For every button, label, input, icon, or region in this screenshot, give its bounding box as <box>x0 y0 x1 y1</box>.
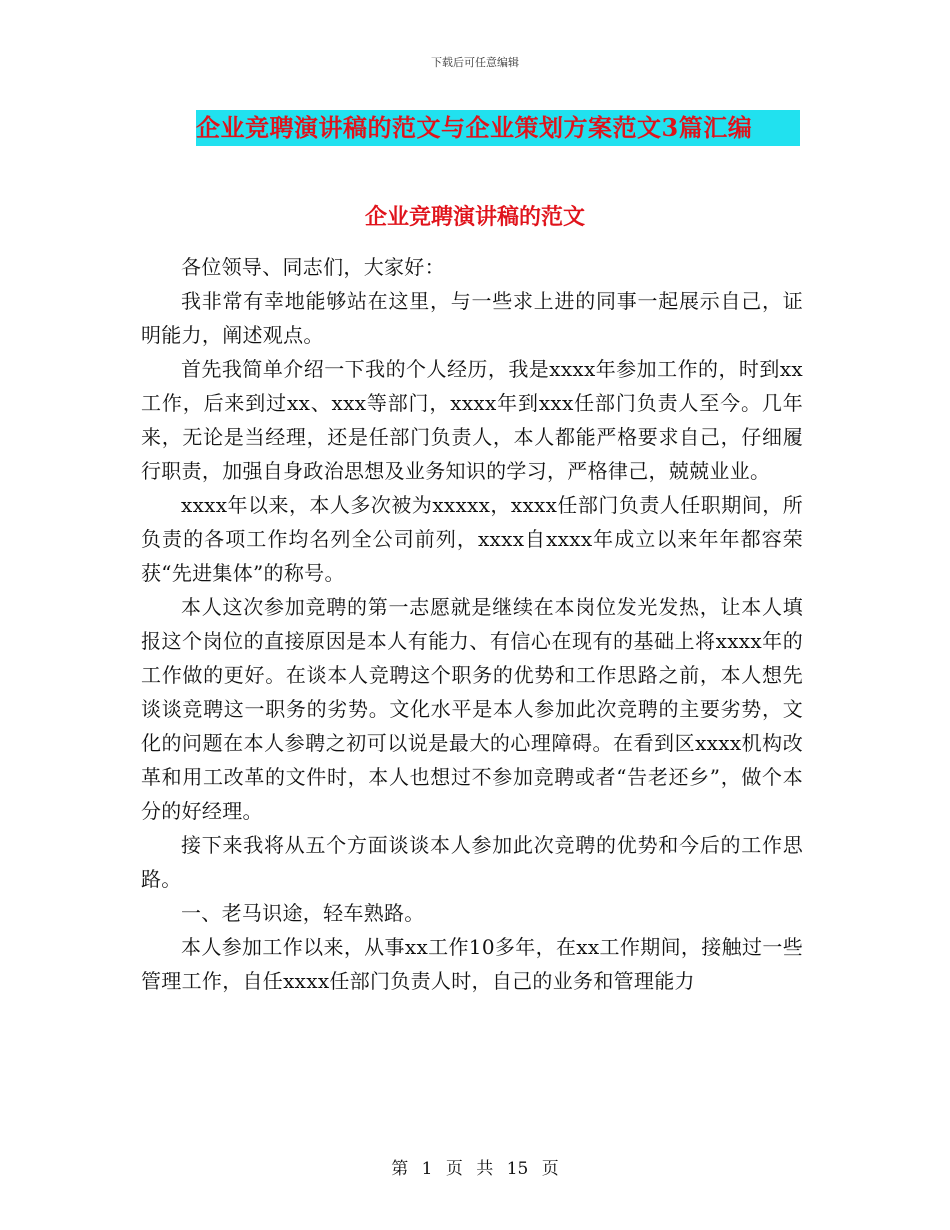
document-body <box>141 250 803 998</box>
document-title: 企业竞聘演讲稿的范文与企业策划方案范文3篇汇编 <box>196 110 800 146</box>
paragraph: 本人这次参加竞聘的第一志愿就是继续在本岗位发光发热，让本人填报这个岗位的直接原因是本人有能力、有信心在现有的基础上将xxxx年的工作做的更好。在谈本人竞聘这个职务的优势和工作思路之前，本人想先谈谈竞聘这一职务的劣势。文化水平是本人参加此次竞聘的主要劣势，文化的问题在本人参聘之初可以说是最大的心理障碍。在看到区xxxx机构改革和用工改革的文件时，本人也想过不参加竞聘或者“告老还乡”，做个本分的好经理。 <box>141 595 803 823</box>
paragraph: 接下来我将从五个方面谈谈本人参加此次竞聘的优势和今后的工作思路。 <box>141 833 803 891</box>
subheading: 一、老马识途，轻车熟路。 <box>181 901 425 925</box>
paragraph: 本人参加工作以来，从事xx工作10多年，在xx工作期间，接触过一些管理工作，自任xxxx任部门负责人时，自己的业务和管理能力 <box>141 935 803 993</box>
section-title: 企业竞聘演讲稿的范文 <box>364 204 585 230</box>
paragraph: 首先我简单介绍一下我的个人经历，我是xxxx年参加工作的，时到xx工作，后来到过xx、xxx等部门，xxxx年到xxx任部门负责人至今。几年来，无论是当经理，还是任部门负责人，本人都能严格要求自己，仔细履行职责，加强自身政治思想及业务知识的学习，严格律己，兢兢业业。 <box>141 357 803 483</box>
paragraph: xxxx年以来，本人多次被为xxxxx，xxxx任部门负责人任职期间，所负责的各项工作均名列全公司前列，xxxx自xxxx年成立以来年年都容荣获“先进集体”的称号。 <box>141 493 803 585</box>
page-number-footer: 第 1 页 共 15 页 <box>391 1159 559 1179</box>
header-note: 下载后可任意编辑 <box>431 56 519 69</box>
paragraph: 我非常有幸地能够站在这里，与一些求上进的同事一起展示自己，证明能力，阐述观点。 <box>141 289 803 347</box>
paragraph-greeting: 各位领导、同志们，大家好： <box>181 255 445 279</box>
